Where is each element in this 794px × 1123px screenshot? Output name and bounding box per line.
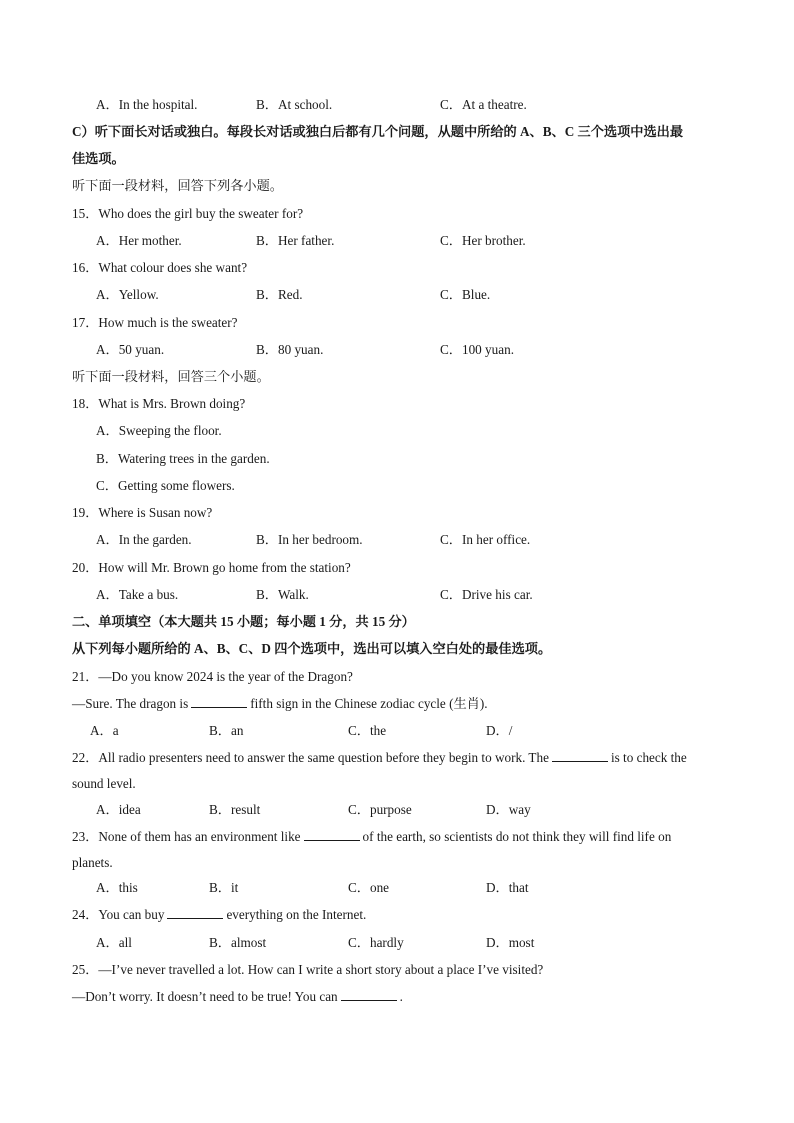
option: A．a bbox=[90, 723, 119, 738]
question-stem: 21．—Do you know 2024 is the year of the Dragon? bbox=[72, 669, 353, 684]
option: B．an bbox=[209, 723, 244, 738]
option: A．this bbox=[96, 880, 138, 895]
question-stem: 15．Who does the girl buy the sweater for? bbox=[72, 206, 304, 221]
option: A．idea bbox=[96, 802, 141, 817]
section-heading: 二、单项填空（本大题共 15 小题；每小题 1 分，共 15 分） bbox=[72, 614, 415, 629]
option: A．Her mother. bbox=[96, 233, 182, 248]
answer-blank bbox=[304, 828, 360, 841]
option: C．In her office. bbox=[440, 532, 531, 547]
text-segment: 24．You can buy bbox=[72, 907, 165, 922]
option: C．hardly bbox=[348, 935, 404, 950]
option: A．In the garden. bbox=[96, 532, 192, 547]
option: A．Sweeping the floor. bbox=[96, 423, 222, 438]
question-stem: 20．How will Mr. Brown go home from the station? bbox=[72, 560, 351, 575]
text-segment: 22．All radio presenters need to answer the same question before they begin to work. The bbox=[72, 750, 549, 765]
text-segment: 23．None of them has an environment like bbox=[72, 829, 301, 844]
question-stem-cont: sound level. bbox=[72, 776, 136, 791]
option: C．At a theatre. bbox=[440, 97, 527, 112]
question-stem-cont: planets. bbox=[72, 855, 113, 870]
option: D．way bbox=[486, 802, 531, 817]
text-segment: . bbox=[399, 989, 403, 1004]
text-segment: —Don’t worry. It doesn’t need to be true! You can bbox=[72, 989, 338, 1004]
text-segment: —Sure. The dragon is bbox=[72, 696, 189, 711]
answer-blank bbox=[167, 906, 223, 919]
material-intro: 听下面一段材料，回答下列各小题。 bbox=[72, 178, 283, 193]
option: C．the bbox=[348, 723, 387, 738]
question-stem-cont bbox=[72, 988, 724, 1005]
question-stem: 16．What colour does she want? bbox=[72, 260, 248, 275]
question-stem bbox=[72, 828, 724, 845]
option: C．purpose bbox=[348, 802, 412, 817]
option: B．Her father. bbox=[256, 233, 335, 248]
section-c-instruction: C）听下面长对话或独白。每段长对话或独白后都有几个问题，从题中所给的 A、B、C 三个选项中选出最 bbox=[72, 124, 684, 139]
option: B．Watering trees in the garden. bbox=[96, 451, 270, 466]
option: B．Red. bbox=[256, 287, 303, 302]
option: A．all bbox=[96, 935, 132, 950]
option: B．almost bbox=[209, 935, 267, 950]
answer-blank bbox=[552, 749, 608, 762]
answer-blank bbox=[341, 988, 397, 1001]
text-segment: of the earth, so scientists do not think they will find life on bbox=[362, 829, 672, 844]
material-intro: 听下面一段材料，回答三个小题。 bbox=[72, 369, 270, 384]
option: B．it bbox=[209, 880, 239, 895]
text-segment: fifth sign in the Chinese zodiac cycle (生肖). bbox=[250, 696, 488, 711]
text-segment: is to check the bbox=[610, 750, 687, 765]
option: C．Getting some flowers. bbox=[96, 478, 235, 493]
option: C．100 yuan. bbox=[440, 342, 514, 357]
question-stem: 25．—I’ve never travelled a lot. How can I write a short story about a place I’ve visited? bbox=[72, 962, 544, 977]
question-stem bbox=[72, 749, 724, 766]
option: A．In the hospital. bbox=[96, 97, 198, 112]
section-c-instruction-cont: 佳选项。 bbox=[72, 151, 125, 166]
question-stem: 17．How much is the sweater? bbox=[72, 315, 238, 330]
question-stem bbox=[72, 906, 724, 923]
question-stem: 19．Where is Susan now? bbox=[72, 505, 213, 520]
option: C．Blue. bbox=[440, 287, 491, 302]
option: A．Yellow. bbox=[96, 287, 159, 302]
section-instruction: 从下列每小题所给的 A、B、C、D 四个选项中，选出可以填入空白处的最佳选项。 bbox=[72, 641, 552, 656]
option: B．80 yuan. bbox=[256, 342, 324, 357]
option: B．At school. bbox=[256, 97, 333, 112]
option: D．/ bbox=[486, 723, 513, 738]
option: C．one bbox=[348, 880, 390, 895]
option: D．most bbox=[486, 935, 535, 950]
option: C．Her brother. bbox=[440, 233, 526, 248]
answer-blank bbox=[191, 695, 247, 708]
option: B．Walk. bbox=[256, 587, 309, 602]
question-stem: 18．What is Mrs. Brown doing? bbox=[72, 396, 246, 411]
option: C．Drive his car. bbox=[440, 587, 533, 602]
option: D．that bbox=[486, 880, 529, 895]
text-segment: everything on the Internet. bbox=[226, 907, 367, 922]
option: B．result bbox=[209, 802, 261, 817]
question-stem-cont bbox=[72, 695, 724, 712]
option: A．Take a bus. bbox=[96, 587, 179, 602]
option: A．50 yuan. bbox=[96, 342, 165, 357]
option: B．In her bedroom. bbox=[256, 532, 363, 547]
